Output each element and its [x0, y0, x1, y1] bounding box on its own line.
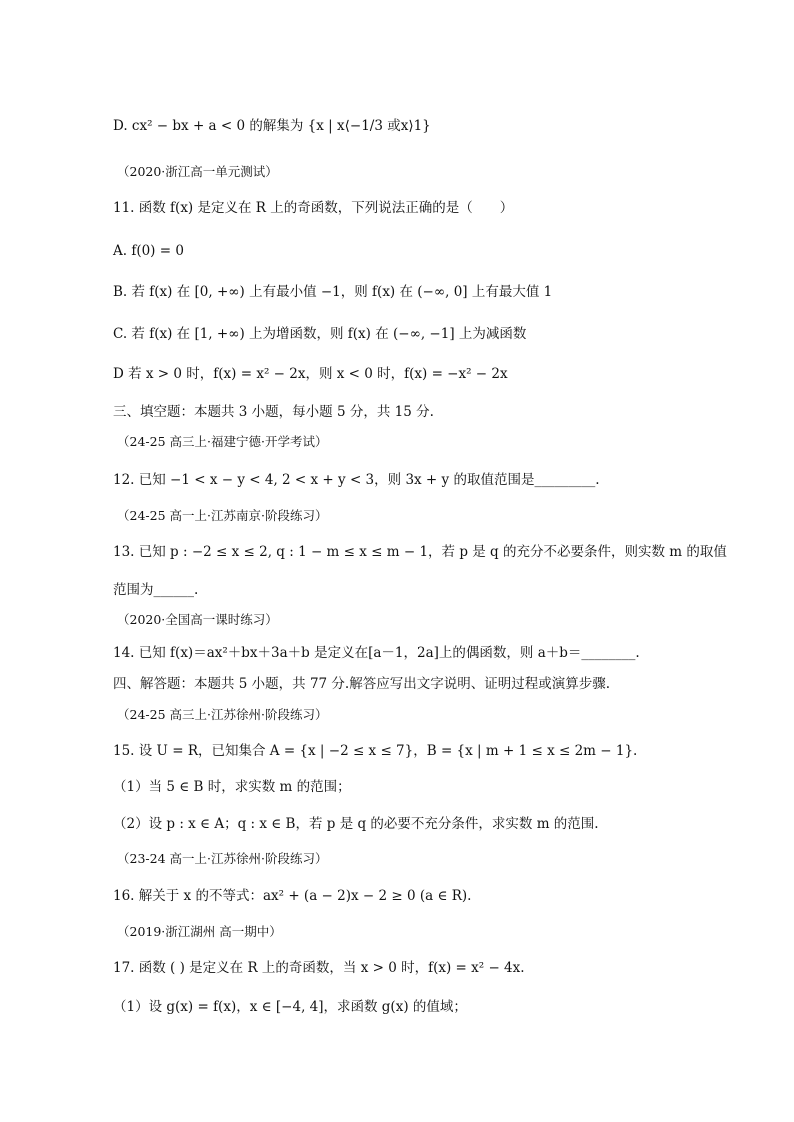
- question-14: 14. 已知 f(x)＝ax²＋bx＋3a＋b 是定义在[a－1，2a]上的偶函数，则 a＋b＝________.: [113, 645, 640, 661]
- option-c: C. 若 f(x) 在 [1, +∞) 上为增函数，则 f(x) 在 (−∞, −1] 上为减函数: [113, 326, 527, 342]
- source-note: （24-25 高三上·福建宁德·开学考试）: [117, 434, 328, 449]
- option-a: A. f(0) = 0: [113, 243, 184, 259]
- question-15: 15. 设 U = R，已知集合 A = {x | −2 ≤ x ≤ 7}，B = {x | m + 1 ≤ x ≤ 2m − 1}.: [113, 743, 638, 759]
- question-15-part-1: （1）当 5 ∈ B 时，求实数 m 的范围；: [113, 779, 351, 795]
- source-note: （2019·浙江湖州 高一期中）: [117, 924, 282, 939]
- source-note: （24-25 高三上·江苏徐州·阶段练习）: [117, 707, 328, 722]
- question-12: 12. 已知 −1 < x − y < 4, 2 < x + y < 3，则 3x + y 的取值范围是_________.: [113, 472, 600, 488]
- source-note: （2020·全国高一课时练习）: [117, 612, 278, 627]
- source-note: （24-25 高一上·江苏南京·阶段练习）: [117, 508, 328, 523]
- option-b: B. 若 f(x) 在 [0, +∞) 上有最小值 −1，则 f(x) 在 (−∞, 0] 上有最大值 1: [113, 284, 553, 300]
- question-16: 16. 解关于 x 的不等式：ax² + (a − 2)x − 2 ≥ 0 (a ∈ R).: [113, 888, 472, 904]
- question-15-part-2: （2）设 p : x ∈ A；q : x ∈ B，若 p 是 q 的必要不充分条件，求实数 m 的范围.: [113, 816, 599, 832]
- question-13-continued: 范围为______.: [113, 582, 199, 598]
- section-heading: 三、填空题：本题共 3 小题，每小题 5 分，共 15 分.: [113, 404, 434, 420]
- option-d: D 若 x > 0 时，f(x) = x² − 2x，则 x < 0 时，f(x) = −x² − 2x: [113, 366, 508, 382]
- option-10d: D. cx² − bx + a < 0 的解集为 {x | x⟨−1/3 或x⟩1}: [113, 118, 431, 134]
- question-13: 13. 已知 p : −2 ≤ x ≤ 2, q : 1 − m ≤ x ≤ m − 1，若 p 是 q 的充分不必要条件，则实数 m 的取值: [113, 544, 727, 560]
- source-note: （2020·浙江高一单元测试）: [117, 164, 278, 179]
- question-17-part-1: （1）设 g(x) = f(x)，x ∈ [−4, 4]，求函数 g(x) 的值域；: [113, 999, 467, 1015]
- question-11: 11. 函数 f(x) 是定义在 R 上的奇函数，下列说法正确的是（ ）: [113, 200, 514, 216]
- source-note: （23-24 高一上·江苏徐州·阶段练习）: [117, 851, 328, 866]
- section-heading: 四、解答题：本题共 5 小题，共 77 分.解答应写出文字说明、证明过程或演算步骤.: [113, 676, 611, 692]
- question-17: 17. 函数 ( ) 是定义在 R 上的奇函数，当 x > 0 时，f(x) = x² − 4x.: [113, 960, 525, 976]
